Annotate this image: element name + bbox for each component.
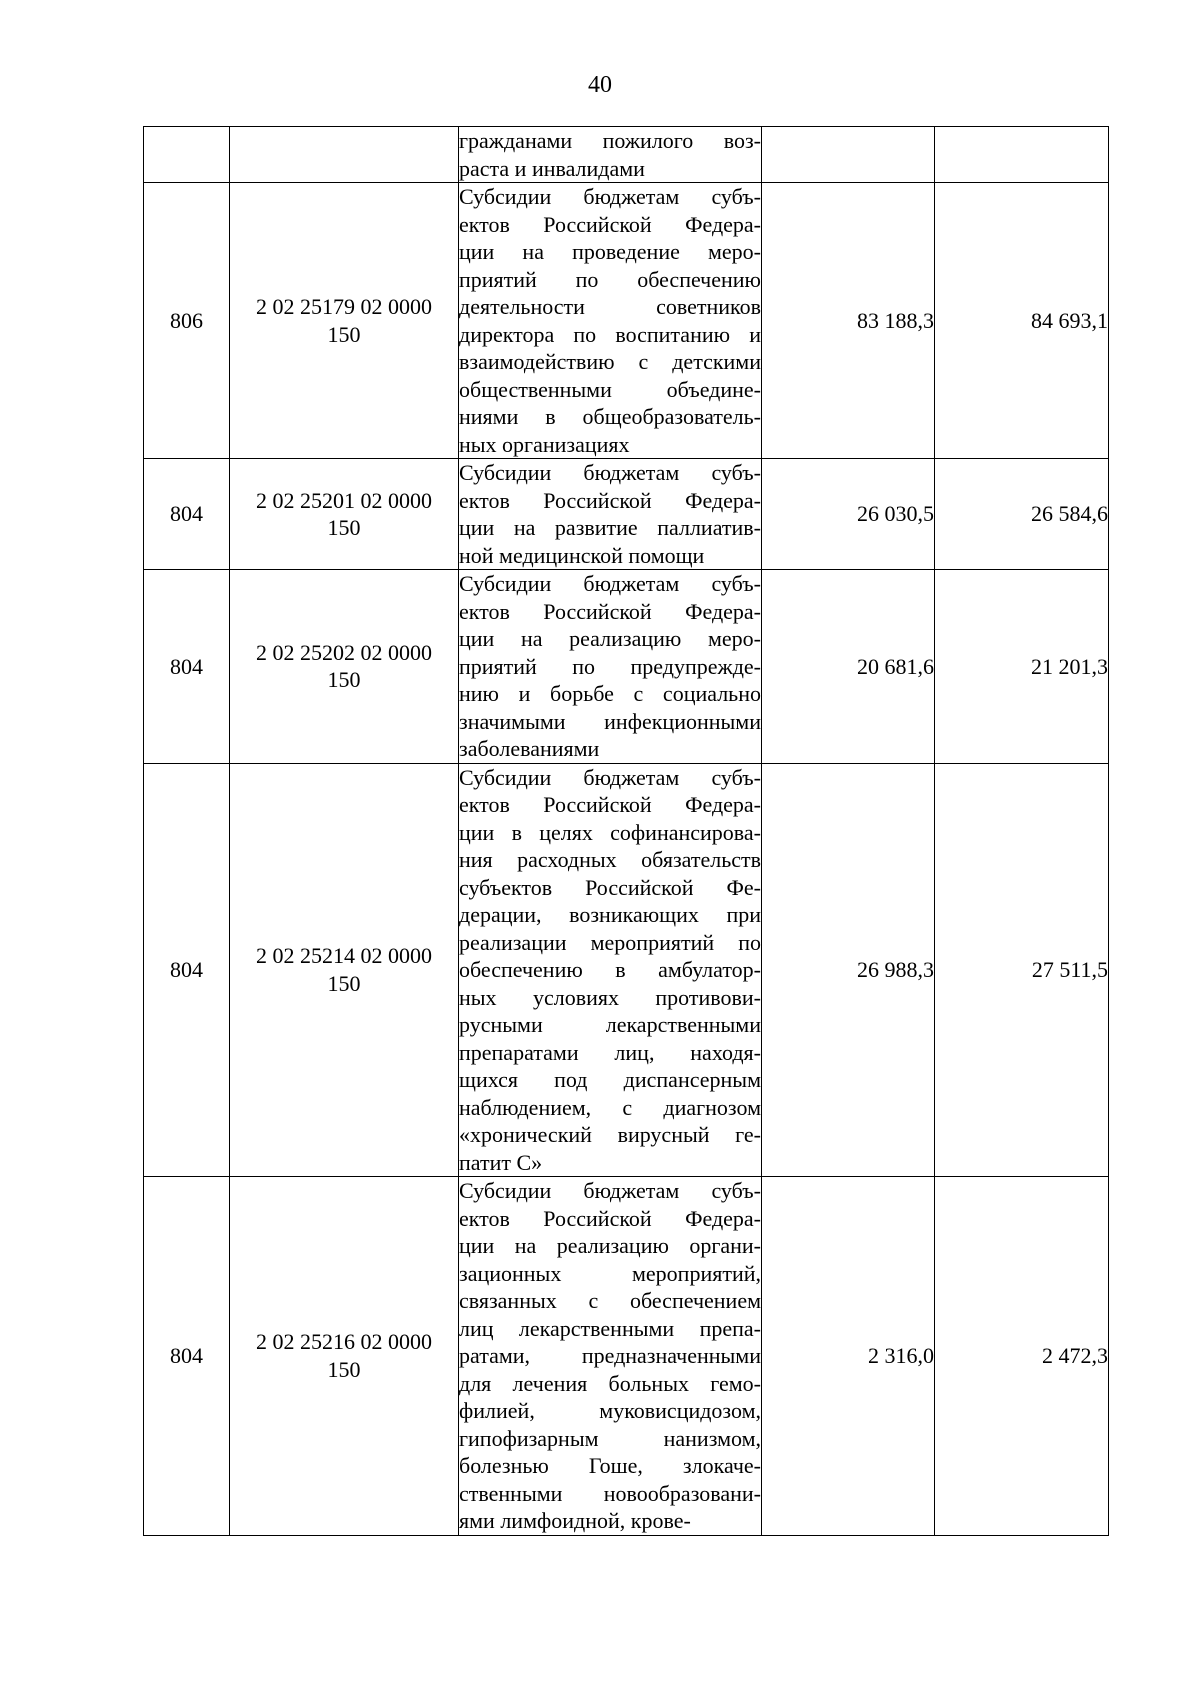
table-row [144, 763, 1109, 1177]
description-line: ственными новообразовани- [459, 1480, 761, 1506]
description-line: Субсидии бюджетам субъ- [459, 184, 761, 209]
description-line: ниями в общеобразователь- [459, 404, 761, 429]
budget-classification-code-cell [230, 1177, 459, 1536]
description-line: для лечения больных гемо- [459, 1370, 761, 1396]
income-description-cell [459, 1177, 762, 1536]
description-line: общественными объедине- [459, 376, 761, 402]
amount-year-2-cell: 2 472,3 [935, 1177, 1109, 1536]
admin-code-cell: 804 [144, 570, 230, 764]
code-line: 2 02 25214 02 0000 [256, 943, 432, 969]
description-line: субъектов Российской Фе- [459, 874, 761, 900]
description-line: Субсидии бюджетам субъ- [459, 764, 761, 790]
budget-classification-code-cell [230, 127, 459, 183]
table-row [144, 1177, 1109, 1536]
table-row [144, 183, 1109, 459]
admin-code-cell: 804 [144, 459, 230, 570]
code-line: 2 02 25202 02 0000 [256, 639, 432, 665]
income-description-cell [459, 127, 762, 183]
description-line: ции в целях софинансирова- [459, 819, 761, 845]
income-description-cell [459, 183, 762, 459]
income-description-cell [459, 763, 762, 1177]
description-line: Субсидии бюджетам субъ- [459, 571, 761, 596]
amount-year-1-cell: 20 681,6 [762, 570, 935, 764]
table-row [144, 459, 1109, 570]
code-line: 2 02 25201 02 0000 [256, 487, 432, 513]
description-line: зационных мероприятий, [459, 1260, 761, 1286]
description-line: ектов Российской Федера- [459, 1205, 761, 1231]
description-line: «хронический вирусный ге- [459, 1122, 761, 1147]
description-line: приятий по обеспечению [459, 266, 761, 292]
amount-year-1-cell: 26 988,3 [762, 763, 935, 1177]
budget-table [143, 126, 1109, 1536]
description-line: препаратами лиц, находя- [459, 1039, 761, 1065]
table-row [144, 127, 1109, 183]
description-line: обеспечению в амбулатор- [459, 957, 761, 982]
description-line: нию и борьбе с социально [459, 681, 761, 706]
description-line: ектов Российской Федера- [459, 598, 761, 624]
description-line: гипофизарным нанизмом, [459, 1425, 761, 1451]
page-number: 40 [588, 72, 612, 98]
amount-year-1-cell: 26 030,5 [762, 459, 935, 570]
description-line: патит С» [459, 1149, 543, 1175]
description-line: взаимодействию с детскими [459, 349, 761, 374]
description-line: ных условиях противови- [459, 984, 761, 1010]
code-line: 2 02 25179 02 0000 [256, 294, 432, 319]
budget-classification-code-cell [230, 570, 459, 764]
admin-code-cell: 804 [144, 763, 230, 1177]
description-line: дерации, возникающих при [459, 902, 761, 927]
code-line: 150 [327, 321, 361, 347]
amount-year-2-cell: 26 584,6 [935, 459, 1109, 570]
table-row [144, 570, 1109, 764]
admin-code-cell: 804 [144, 1177, 230, 1536]
admin-code-cell [144, 127, 230, 183]
budget-classification-code-cell [230, 763, 459, 1177]
budget-classification-code-cell [230, 183, 459, 459]
code-line: 150 [327, 1356, 361, 1382]
table-body [144, 127, 1109, 1536]
description-line: раста и инвалидами [459, 155, 645, 181]
description-line: ния расходных обязательств [459, 847, 761, 872]
amount-year-1-cell [762, 127, 935, 183]
description-line: ных организациях [459, 431, 630, 457]
description-line: Субсидии бюджетам субъ- [459, 460, 761, 485]
description-line: ратами, предназначенными [459, 1343, 761, 1368]
amount-year-2-cell [935, 127, 1109, 183]
description-line: заболеваниями [459, 736, 600, 761]
description-line: реализации мероприятий по [459, 929, 761, 955]
income-description-cell [459, 570, 762, 764]
description-line: ной медицинской помощи [459, 542, 705, 568]
description-line: ями лимфоидной, крове- [459, 1508, 691, 1533]
description-line: филией, муковисцидозом, [459, 1398, 761, 1423]
description-line: ектов Российской Федера- [459, 487, 761, 513]
code-line: 2 02 25216 02 0000 [256, 1329, 432, 1355]
description-line: лиц лекарственными препа- [459, 1315, 761, 1341]
description-line: Субсидии бюджетам субъ- [459, 1178, 761, 1203]
description-line: значимыми инфекционными [459, 708, 761, 734]
amount-year-2-cell: 84 693,1 [935, 183, 1109, 459]
description-line: деятельности советников [459, 294, 761, 319]
amount-year-2-cell: 21 201,3 [935, 570, 1109, 764]
description-line: связанных с обеспечением [459, 1288, 761, 1313]
description-line: ции на проведение меро- [459, 239, 761, 264]
admin-code-cell: 806 [144, 183, 230, 459]
description-line: ции на реализацию органи- [459, 1233, 761, 1258]
description-line: гражданами пожилого воз- [459, 128, 761, 153]
description-line: директора по воспитанию и [459, 321, 761, 347]
code-line: 150 [327, 667, 361, 693]
amount-year-1-cell: 2 316,0 [762, 1177, 935, 1536]
description-line: болезнью Гоше, злокаче- [459, 1453, 761, 1478]
description-line: наблюдением, с диагнозом [459, 1094, 761, 1120]
code-line: 150 [327, 515, 361, 540]
description-line: приятий по предупрежде- [459, 653, 761, 679]
amount-year-2-cell: 27 511,5 [935, 763, 1109, 1177]
description-line: ции на развитие паллиатив- [459, 515, 761, 540]
amount-year-1-cell: 83 188,3 [762, 183, 935, 459]
description-line: ектов Российской Федера- [459, 792, 761, 817]
budget-classification-code-cell [230, 459, 459, 570]
description-line: русными лекарственными [459, 1012, 761, 1037]
description-line: ектов Российской Федера- [459, 211, 761, 237]
code-line: 150 [327, 970, 361, 996]
description-line: ции на реализацию меро- [459, 626, 761, 651]
income-description-cell [459, 459, 762, 570]
description-line: щихся под диспансерным [459, 1067, 761, 1092]
